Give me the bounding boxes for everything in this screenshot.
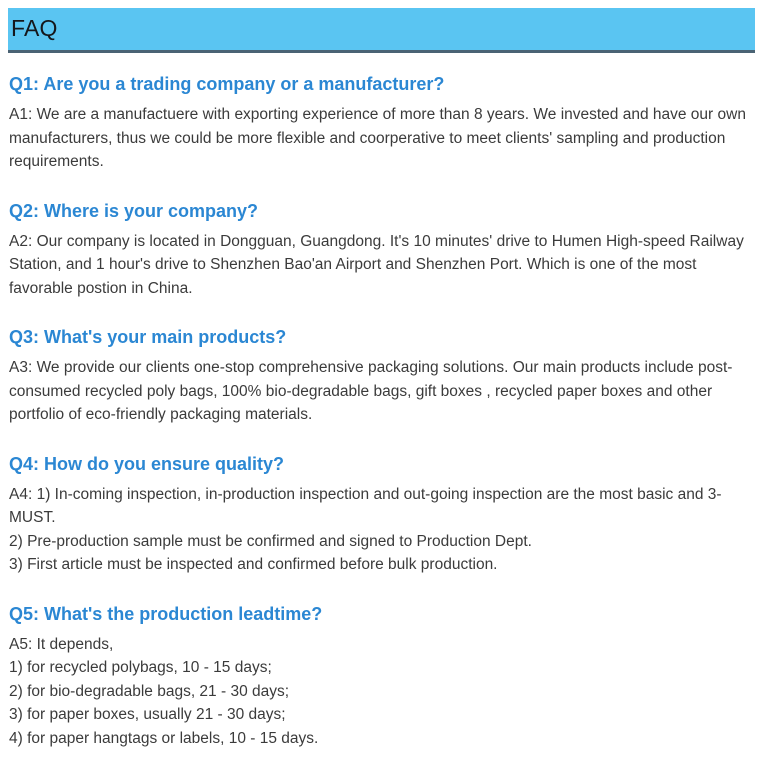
faq-question: Q4: How do you ensure quality? (9, 453, 285, 474)
faq-item (9, 327, 751, 427)
faq-question: Q1: Are you a trading company or a manufacturer? (9, 74, 445, 94)
faq-answer-line: 2) for bio-degradable bags, 21 - 30 days; (9, 682, 290, 700)
faq-answer-line: A4: 1) In-coming inspection, in-production inspection and out-going inspection are the most basic and 3-MUST. (9, 485, 722, 526)
faq-answer-line: 4) for paper hangtags or labels, 10 - 15 days. (9, 729, 319, 747)
faq-answer (9, 483, 751, 577)
faq-page (0, 8, 765, 764)
faq-list (0, 74, 765, 764)
faq-answer-line: 3) for paper boxes, usually 21 - 30 days; (9, 706, 286, 723)
faq-answer (9, 103, 751, 174)
faq-section-header-bar (8, 8, 755, 53)
page-title: FAQ (11, 14, 58, 41)
faq-question: Q2: Where is your company? (9, 200, 259, 221)
faq-item (9, 201, 751, 301)
faq-answer-line: 1) for recycled polybags, 10 - 15 days; (9, 659, 272, 676)
faq-item (9, 604, 751, 751)
faq-answer-line: A1: We are a manufactuere with exporting experience of more than 8 years. We invested and have our own manufacturers, thus we could be more flexible and coorperative to meet clients' sampling and production requirements. (9, 106, 746, 170)
faq-answer-line: 2) Pre-production sample must be confirmed and signed to Production Dept. (9, 532, 532, 550)
faq-answer (9, 356, 751, 427)
faq-answer-line: A5: It depends, (9, 635, 114, 653)
faq-item (9, 74, 751, 174)
faq-question: Q5: What's the production leadtime? (9, 603, 323, 624)
faq-answer-line: 3) First article must be inspected and confirmed before bulk production. (9, 556, 498, 573)
faq-answer-line: A2: Our company is located in Dongguan, Guangdong. It's 10 minutes' drive to Humen High-speed Railway Station, and 1 hour's drive to Shenzhen Bao'an Airport and Shenzhen Port. Which is one of the most favorable postion in China. (9, 232, 744, 297)
faq-question: Q3: What's your main products? (9, 327, 287, 347)
faq-answer (9, 633, 751, 751)
faq-item (9, 454, 751, 577)
faq-answer-line: A3: We provide our clients one-stop comprehensive packaging solutions. Our main products include post-consumed recycled poly bags, 100% bio-degradable bags, gift boxes , recycled paper boxes and other portfolio of eco-friendly packaging materials. (9, 359, 733, 423)
faq-answer (9, 230, 751, 301)
